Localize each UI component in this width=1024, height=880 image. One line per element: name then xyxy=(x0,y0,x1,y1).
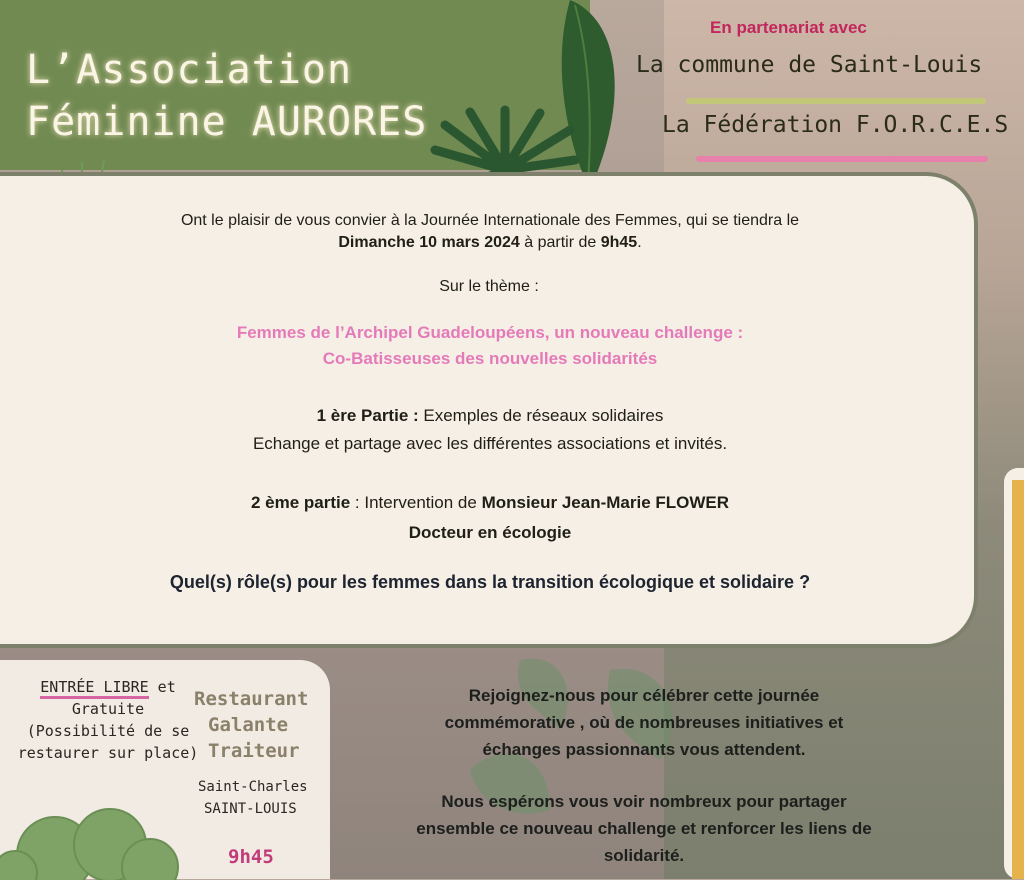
partner-federation: La Fédération F.O.R.C.E.S xyxy=(662,112,1009,138)
part1-line-2: Echange et partage avec les différentes associations et invités. xyxy=(252,434,728,453)
invitation-intro xyxy=(100,210,880,254)
bush-icon xyxy=(0,795,190,879)
partner-underline-1 xyxy=(686,98,986,104)
part2-speaker: Monsieur Jean-Marie FLOWER xyxy=(481,493,730,512)
location-line-2: SAINT-LOUIS xyxy=(204,801,297,817)
restaurant-line-2: Galante xyxy=(208,714,289,736)
part2-role: Docteur en écologie xyxy=(408,523,572,542)
free-label: Gratuite xyxy=(71,700,145,718)
location-line-1: Saint-Charles xyxy=(198,779,308,795)
entry-and: et xyxy=(148,678,176,696)
free-entry-label: ENTRÉE LIBRE xyxy=(40,678,148,699)
food-possibility-2: restaurer sur place) xyxy=(17,744,199,762)
food-possibility-1: (Possibilité de se xyxy=(26,722,190,740)
hope-line-1: Nous espérons vous voir nombreux pour partager xyxy=(441,792,847,811)
from-text: à partir de xyxy=(519,234,601,251)
side-accent-bar xyxy=(1012,480,1024,879)
join-line-2: commémorative , où de nombreuses initiatives et xyxy=(444,713,844,732)
restaurant-line-3: Traiteur xyxy=(208,740,300,762)
event-location xyxy=(198,776,316,820)
restaurant-line-1: Restaurant xyxy=(194,688,309,710)
key-question: Quel(s) rôle(s) pour les femmes dans la transition écologique et solidaire ? xyxy=(169,572,811,592)
theme-label: Sur le thème : xyxy=(439,278,539,295)
partner-underline-2 xyxy=(696,156,988,162)
intro-text: Ont le plaisir de vous convier à la Journée Internationale des Femmes, qui se tiendra le xyxy=(180,212,800,229)
closing-message xyxy=(346,788,942,869)
partner-commune: La commune de Saint-Louis xyxy=(636,52,983,78)
theme-title xyxy=(100,320,880,372)
association-title xyxy=(26,44,427,148)
part2-label: 2 ème partie xyxy=(250,493,351,512)
theme-line-2: Co-Batisseuses des nouvelles solidarités xyxy=(322,349,658,368)
event-date: Dimanche 10 mars 2024 xyxy=(338,234,520,251)
entry-info xyxy=(8,676,208,764)
hope-line-2: ensemble ce nouveau challenge et renforcer les liens de xyxy=(416,819,872,838)
part1-text: Exemples de réseaux solidaires xyxy=(418,406,664,425)
theme-line-1: Femmes de l’Archipel Guadeloupéens, un nouveau challenge : xyxy=(236,323,744,342)
partnership-label: En partenariat avec xyxy=(710,18,867,37)
program-part-1 xyxy=(80,402,900,458)
invitation-card xyxy=(0,172,978,648)
join-message xyxy=(346,682,942,763)
join-line-1: Rejoignez-nous pour célébrer cette journée xyxy=(468,686,820,705)
title-line-2: Féminine AURORES xyxy=(26,99,428,145)
program-part-2 xyxy=(80,488,900,548)
restaurant-name xyxy=(194,686,308,764)
event-start-time: 9h45 xyxy=(228,846,274,868)
part2-text: : Intervention de xyxy=(350,493,482,512)
event-time: 9h45 xyxy=(600,234,638,251)
title-line-1: L’Association xyxy=(26,47,353,93)
intro-end: . xyxy=(637,234,642,251)
hope-line-3: solidarité. xyxy=(603,846,685,865)
join-line-3: échanges passionnants vous attendent. xyxy=(482,740,806,759)
part1-label: 1 ère Partie : xyxy=(316,406,419,425)
